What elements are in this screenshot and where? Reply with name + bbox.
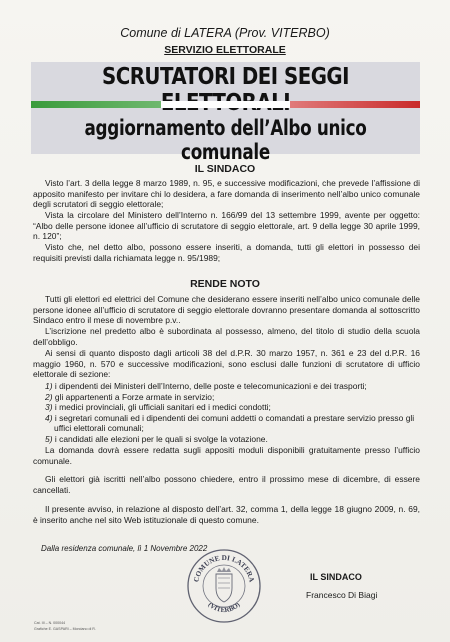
sindaco-paragraph-2: Vista la circolare del Ministero dell’Interno n. 166/99 del 13 settembre 1999, avente per oggetto: “Albo delle persone idonee all’ufficio di scrutatore di seggio elettorale, art. 9 della legge 30 aprile 1999, n. 120”; [33, 210, 420, 242]
rende-noto-paragraph-3: Ai sensi di quanto disposto dagli articoli 38 del d.P.R. 30 marzo 1957, n. 361 e 23 del d.P.R. 16 maggio 1960, n. 570 e successive modificazioni, sono esclusi dalle funzioni di scrutatore di ufficio elettorale di sezione: [33, 348, 420, 380]
flag-green [31, 101, 161, 108]
list-item: 2) gli appartenenti a Forze armate in servizio; [45, 391, 215, 402]
municipal-stamp [186, 548, 262, 624]
sindaco-paragraph-3: Visto che, nel detto albo, possono essere inseriti, a domanda, tutti gli elettori in possesso dei requisiti previsti dalla richiamata legge n. 95/1989; [33, 242, 420, 263]
comune-header: Comune di LATERA (Prov. VITERBO) [120, 26, 330, 40]
list-item: 3) i medici provinciali, gli ufficiali sanitari ed i medici condotti; [45, 402, 271, 413]
sindaco-paragraph-1: Visto l’art. 3 della legge 8 marzo 1989, n. 95, e successive modificazioni, che prevede l’affissione di apposito manifesto per invitare chi lo desidera, a fare domanda di inserimento nell’albo unico comunale degli scrutatori di seggio elettorale; [33, 178, 420, 210]
italian-flag-stripe [31, 101, 420, 108]
printer-credit: Grafiche E. GASPARI – Morciano di R. [34, 627, 96, 631]
banner-subtitle: aggiornamento dell’Albo unico comunale [84, 116, 367, 164]
print-code: Cat. III – N. 000044 [34, 621, 66, 625]
rende-noto-heading: RENDE NOTO [190, 278, 260, 290]
date-line: Dalla residenza comunale, lì 1 Novembre 2022 [41, 544, 208, 553]
list-item: 5) i candidati alle elezioni per le quali si svolge la votazione. [45, 433, 268, 444]
list-item: 4) i segretari comunali ed i dipendenti dei comuni addetti o comandati a prestare servizio presso gli uffici elettorali comunali; [45, 412, 415, 434]
stamp-bottom-text: (VITERBO) [206, 601, 242, 615]
list-item: 1) i dipendenti dei Ministeri dell’Interno, delle poste e telecomunicazioni e dei trasporti; [45, 381, 367, 391]
closing-paragraph-3: Il presente avviso, in relazione al disposto dell’art. 32, comma 1, della legge 18 giugno 2009, n. 69, è inserito anche nel sito Web istituzionale di questo comune. [33, 504, 420, 525]
exclusions-list [45, 381, 417, 445]
banner-title: SCRUTATORI DEI SEGGI [101, 64, 350, 90]
signature-title: IL SINDACO [310, 572, 362, 582]
svg-text:(VITERBO) [206, 601, 241, 614]
coat-of-arms-icon [216, 567, 232, 602]
closing-paragraph-2: Gli elettori già iscritti nell’albo possono chiedere, entro il prossimo mese di dicembre, di essere cancellati. [33, 474, 420, 495]
sindaco-heading: IL SINDACO [194, 163, 256, 175]
flag-white [161, 101, 291, 108]
service-heading: SERVIZIO ELETTORALE [164, 44, 286, 56]
closing-paragraph-1: La domanda dovrà essere redatta sugli appositi moduli disponibili gratuitamente presso l’ufficio comunale. [33, 445, 420, 466]
stamp-top-text: COMUNE DI LATERA [192, 553, 256, 583]
rende-noto-paragraph-1: Tutti gli elettori ed elettrici del Comune che desiderano essere inseriti nell’albo unico comunale delle persone idonee all’ufficio di scrutatore di seggio elettorale dovranno presentare domanda al sottoscritto Sindaco entro il mese di novembre p.v.. [33, 294, 420, 326]
rende-noto-paragraph-2: L’iscrizione nel predetto albo è subordinata al possesso, almeno, del titolo di studio della scuola dell’obbligo. [33, 326, 420, 347]
signature-name: Francesco Di Biagi [306, 590, 378, 600]
flag-red [290, 101, 420, 108]
